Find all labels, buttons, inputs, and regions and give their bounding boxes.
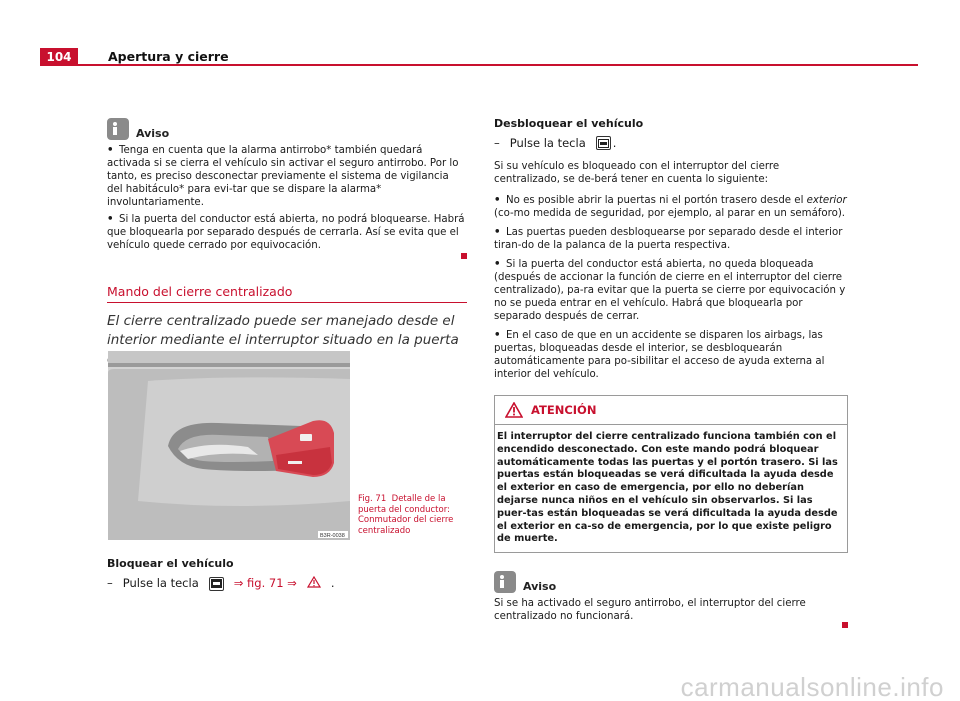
list-item: • No es posible abrir la puertas ni el portón trasero desde el exterior (co-mo medida de seguridad, por ejemplo, al parar en un semáforo). [494,195,847,219]
door-panel-illustration [108,351,350,540]
list-item: • Si la puerta del conductor está abierta, no podrá bloquearse. Habrá que bloquearla por separado después de cerrarla. Así se evita que el vehículo quede cerrado por equivocación. [107,214,465,251]
page-number: 104 [40,48,78,66]
lock-symbol-icon [300,434,312,441]
unlock-title: Desbloquear el vehículo [494,117,644,130]
unlock-step: – Pulse la tecla . [494,135,617,150]
figure-reference-link[interactable]: ⇒ fig. 71 ⇒ [233,576,297,590]
warning-header [495,396,847,425]
note-aviso-2-header [494,571,848,593]
unlock-paragraph: Si su vehículo es bloqueado con el interruptor del cierre centralizado, se de-berá tener en cuenta lo siguiente: [494,161,780,185]
note-title: Aviso [136,127,170,140]
info-icon [107,118,129,140]
figure-caption: Fig. 71 Detalle de la puerta del conductor: Conmutador del cierre centralizado [358,494,454,536]
warning-text: El interruptor del cierre centralizado funciona también con el encendido desconectado. Con este mando podrá bloquear automáticamente todas las puertas y el portón trasero. Si las puertas están bloqueadas se verá dificultada la ayuda desde el exterior en caso de emergencia, por ello no deberían dejarse nunca niños en el vehículo sin observarlos. Si las puer-tas están bloqueadas se verá dificultada la ayuda desde el exterior en ca-so de emergencia, por lo que existe peligro de muerte. [497,431,838,545]
unlock-key-icon [596,136,611,150]
figure-code: B3R-0038 [320,533,345,539]
unlock-symbol-icon [288,461,302,464]
left-column [107,118,467,369]
list-item: • En el caso de que en un accidente se disparen los airbags, las puertas, bloqueadas desde el interior, se desbloquearán automáticamente para po-sibilitar el acceso de ayuda externa al interior del vehículo. [494,330,825,380]
right-column [494,117,848,632]
lock-step: – Pulse la tecla ⇒ fig. 71 ⇒ . [107,576,335,590]
chapter-title: Apertura y cierre [108,49,229,64]
note-text: Si se ha activado el seguro antirrobo, el interruptor del cierre centralizado no funcionará. [494,598,806,623]
list-item: • Si la puerta del conductor está abierta, no queda bloqueada (después de accionar la función de cierre en el interruptor del cierre centralizado), pa-ra evitar que la puerta se cierre por equivocación y no se pueda entrar en el vehículo. Habrá que bloquearla por separado después de cerrar. [494,259,846,322]
section-intro: El cierre centralizado puede ser manejado desde el interior mediante el interruptor situado en la puerta [107,313,459,348]
header-rule [40,64,918,66]
note-title: Aviso [523,580,557,594]
door-switch-figure [108,351,350,540]
list-item: • Las puertas pueden desbloquearse por separado desde el interior tiran-do de la palanca de la puerta respectiva. [494,227,843,251]
warning-icon [505,402,523,418]
note-aviso-1-header [107,118,467,140]
lock-key-icon [209,577,224,591]
section-title: Mando del cierre centralizado [107,285,467,303]
warning-title: ATENCIÓN [531,402,597,417]
lock-title: Bloquear el vehículo [107,557,234,570]
warning-box [494,395,848,553]
lock-section [107,557,467,591]
info-icon [494,571,516,593]
watermark: carmanualsonline.info [680,672,944,701]
warning-reference-icon[interactable] [307,576,321,591]
section-end-mark [842,622,848,628]
list-item: • Tenga en cuenta que la alarma antirrobo* también quedará activada si se cierra el vehículo sin activar el seguro antirrobo. Por lo tanto, es preciso desconectar previamente el sistema de vigilancia del habitáculo* para evi-tar que se dispare la alarma* involuntariamente. [107,145,459,208]
section-end-mark [461,253,467,259]
